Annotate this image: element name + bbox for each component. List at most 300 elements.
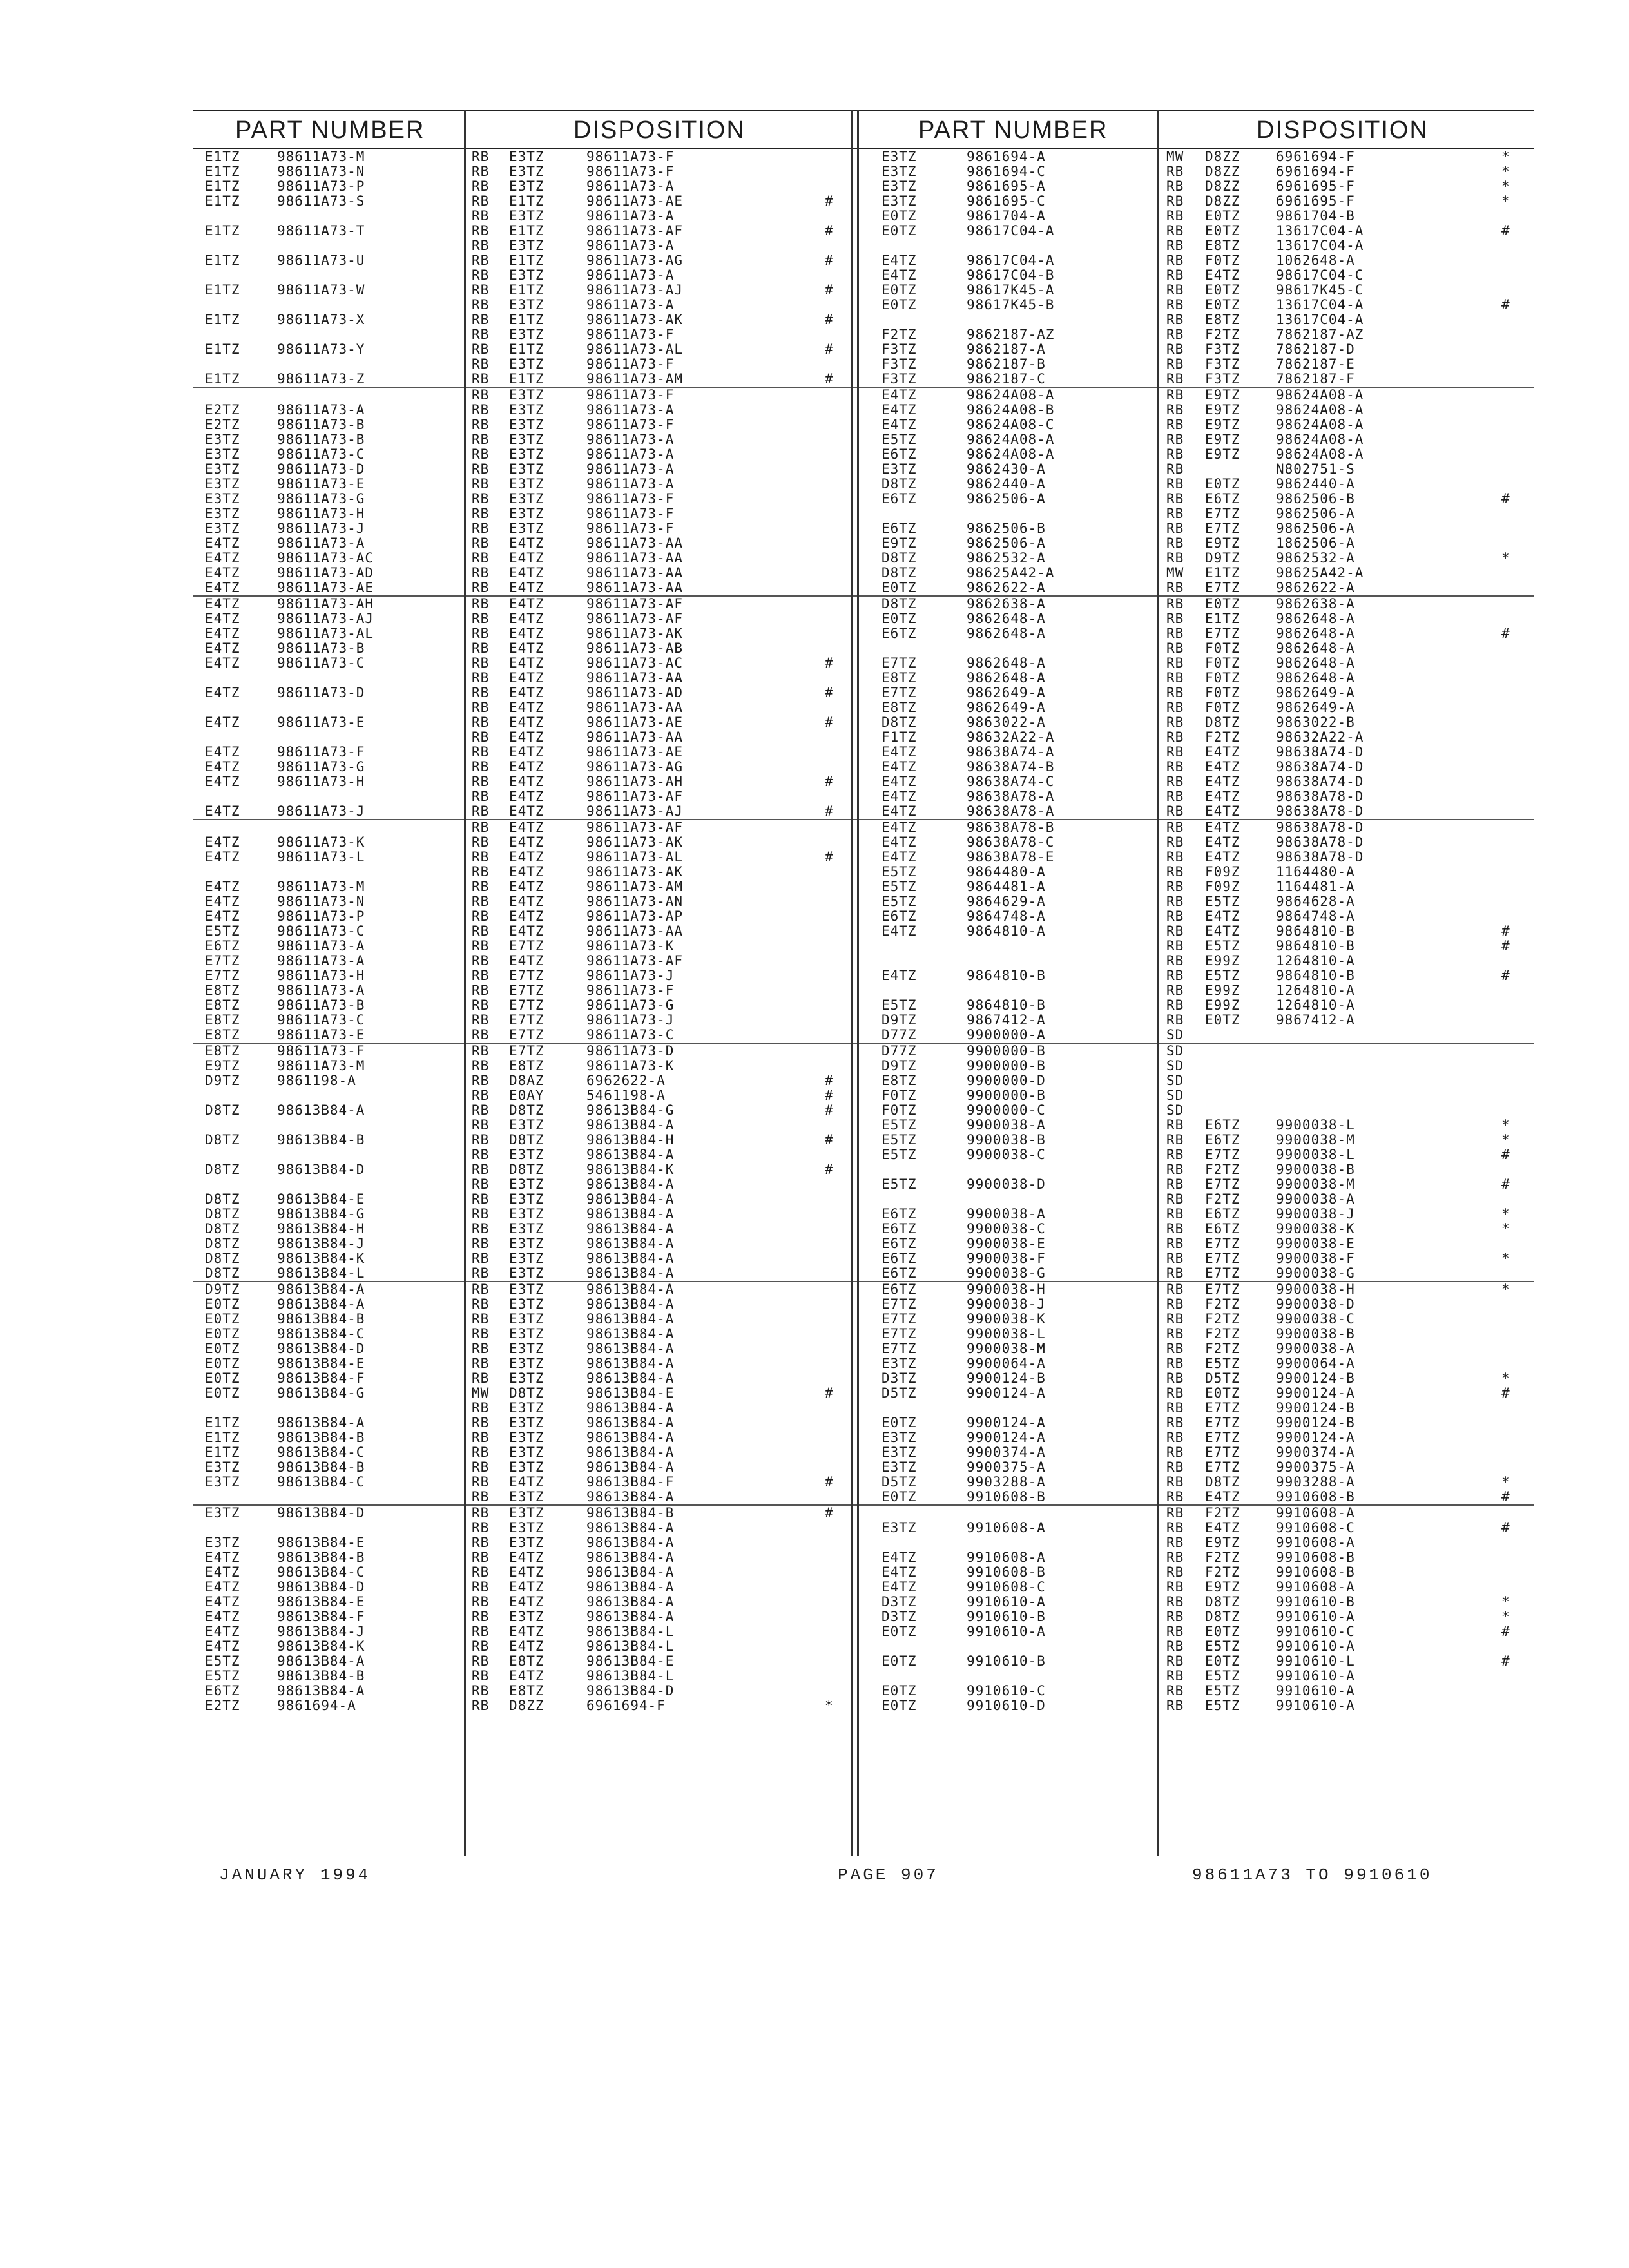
part-prefix: E4TZ — [205, 611, 240, 626]
replacement-number: 98613B84-A — [586, 1147, 675, 1162]
replacement-number: 98611A73-A — [586, 476, 675, 492]
replacement-prefix: E3TZ — [509, 297, 545, 312]
part-prefix: F3TZ — [882, 341, 917, 357]
replacement-number: 9900038-M — [1276, 1132, 1355, 1148]
part-prefix: E4TZ — [205, 596, 240, 611]
part-prefix: E6TZ — [882, 626, 917, 641]
table-row — [193, 1073, 870, 1088]
part-prefix: E5TZ — [882, 1132, 917, 1148]
part-number: 98611A73-G — [277, 491, 365, 506]
part-number: 9900038-K — [967, 1311, 1046, 1327]
table-row — [193, 597, 870, 611]
part-prefix: E1TZ — [205, 253, 240, 268]
part-number: 9910610-C — [967, 1683, 1046, 1698]
replacement-prefix: E3TZ — [509, 1221, 545, 1236]
disposition-code: RB — [472, 1594, 490, 1610]
disposition-code: RB — [472, 1206, 490, 1222]
disposition-code: RB — [472, 1221, 490, 1236]
replacement-prefix: E4TZ — [509, 820, 545, 835]
replacement-number: 6962622-A — [586, 1073, 666, 1088]
replacement-prefix: E4TZ — [1205, 774, 1240, 789]
center-divider — [851, 110, 853, 1856]
disposition-code: RB — [472, 611, 490, 626]
part-number: 98611A73-A — [277, 402, 365, 418]
replacement-prefix: D9TZ — [1205, 550, 1240, 566]
part-prefix: E4TZ — [205, 1609, 240, 1624]
replacement-number: 98611A73-A — [586, 432, 675, 447]
part-number: 98617K45-B — [967, 297, 1055, 312]
part-prefix: E3TZ — [205, 1505, 240, 1521]
replacement-prefix: D8TZ — [509, 1385, 545, 1401]
part-number: 9862187-C — [967, 371, 1046, 387]
right-disposition-heading: DISPOSITION — [1257, 117, 1429, 144]
part-prefix: E0TZ — [882, 611, 917, 626]
part-number: 9910610-D — [967, 1698, 1046, 1713]
replacement-prefix: E6TZ — [1205, 1132, 1240, 1148]
replacement-prefix: E4TZ — [509, 655, 545, 671]
table-row — [193, 1103, 870, 1118]
replacement-prefix: E3TZ — [509, 432, 545, 447]
part-prefix: E5TZ — [205, 1668, 240, 1684]
disposition-code: RB — [472, 1162, 490, 1177]
replacement-number: N802751-S — [1276, 461, 1355, 477]
disposition-code: RB — [472, 1341, 490, 1356]
replacement-prefix: E1TZ — [509, 371, 545, 387]
part-number: 98611A73-A — [277, 535, 365, 551]
replacement-prefix: E9TZ — [1205, 447, 1240, 462]
replacement-number: 98611A73-AL — [586, 849, 684, 865]
part-number: 98613B84-B — [277, 1459, 365, 1475]
table-row — [193, 418, 870, 432]
table-row — [870, 312, 1534, 327]
replacement-prefix: E3TZ — [509, 356, 545, 372]
disposition-code: RB — [472, 387, 490, 403]
replacement-prefix: E7TZ — [1205, 506, 1240, 521]
part-number: 9900038-A — [967, 1117, 1046, 1133]
part-number: 98624A08-A — [967, 387, 1055, 403]
table-row — [193, 194, 870, 209]
disposition-code: RB — [472, 417, 490, 432]
note-mark: # — [825, 341, 834, 357]
replacement-prefix: E9TZ — [1205, 432, 1240, 447]
part-number: 98613B84-F — [277, 1370, 365, 1386]
note-mark: # — [1501, 1520, 1510, 1535]
replacement-number: 98611A73-K — [586, 938, 675, 954]
replacement-number: 9910610-A — [1276, 1639, 1355, 1654]
part-number: 98611A73-C — [277, 1012, 365, 1028]
part-number: 98611A73-P — [277, 908, 365, 924]
table-row — [193, 611, 870, 626]
replacement-prefix: E4TZ — [509, 685, 545, 700]
replacement-number: 98611A73-F — [586, 983, 675, 998]
replacement-number: 9900124-B — [1276, 1415, 1355, 1430]
table-row — [870, 1028, 1534, 1044]
disposition-code: RB — [1166, 1474, 1184, 1490]
table-row — [870, 626, 1534, 641]
replacement-prefix: E3TZ — [509, 1520, 545, 1535]
replacement-prefix: E4TZ — [509, 849, 545, 865]
table-row — [870, 268, 1534, 283]
replacement-number: 9910608-A — [1276, 1535, 1355, 1550]
part-prefix: E8TZ — [205, 1027, 240, 1043]
part-prefix: D8TZ — [205, 1221, 240, 1236]
part-number: 9862187-A — [967, 341, 1046, 357]
table-row — [193, 506, 870, 521]
replacement-number: 98611A73-AD — [586, 685, 684, 700]
part-number: 98613B84-E — [277, 1535, 365, 1550]
table-row — [193, 745, 870, 760]
table-row — [193, 686, 870, 700]
replacement-number: 9900038-B — [1276, 1326, 1355, 1341]
part-prefix: D8TZ — [882, 596, 917, 611]
replacement-prefix: E4TZ — [509, 715, 545, 730]
replacement-number: 9900124-B — [1276, 1370, 1355, 1386]
replacement-number: 9862648-A — [1276, 640, 1355, 656]
footer-date: JANUARY 1994 — [219, 1865, 371, 1885]
replacement-number: 1264810-A — [1276, 953, 1355, 968]
replacement-number: 1264810-A — [1276, 997, 1355, 1013]
replacement-prefix: E1TZ — [1205, 611, 1240, 626]
disposition-code: RB — [472, 1370, 490, 1386]
replacement-number: 1862506-A — [1276, 535, 1355, 551]
replacement-number: 9910610-B — [1276, 1594, 1355, 1610]
part-prefix: E4TZ — [205, 1579, 240, 1595]
disposition-code: RB — [472, 1459, 490, 1475]
table-row — [870, 924, 1534, 939]
table-row — [193, 1580, 870, 1595]
disposition-code: RB — [1166, 1162, 1184, 1177]
part-number: 98611A73-A — [277, 983, 365, 998]
part-prefix: E3TZ — [882, 1356, 917, 1371]
replacement-prefix: E3TZ — [509, 1370, 545, 1386]
note-mark: * — [1501, 1609, 1510, 1624]
replacement-number: 9900038-H — [1276, 1282, 1355, 1297]
part-prefix: E5TZ — [882, 1147, 917, 1162]
replacement-number: 6961694-F — [586, 1698, 666, 1713]
disposition-code: RB — [472, 1609, 490, 1624]
replacement-number: 98611A73-A — [586, 238, 675, 253]
replacement-number: 98613B84-A — [586, 1282, 675, 1297]
part-number: 98611A73-C — [277, 447, 365, 462]
replacement-number: 98613B84-E — [586, 1385, 675, 1401]
replacement-number: 98624A08-A — [1276, 432, 1364, 447]
table-row — [193, 1088, 870, 1103]
part-prefix: E3TZ — [882, 1445, 917, 1460]
disposition-code: RB — [1166, 1415, 1184, 1430]
replacement-prefix: F09Z — [1205, 879, 1240, 894]
part-prefix: E5TZ — [882, 879, 917, 894]
table-row — [193, 1222, 870, 1236]
replacement-prefix: E7TZ — [1205, 1147, 1240, 1162]
table-row — [193, 1297, 870, 1312]
table-row — [870, 164, 1534, 179]
part-number: 98613B84-C — [277, 1445, 365, 1460]
part-number: 98611A73-N — [277, 894, 365, 909]
replacement-prefix: F2TZ — [1205, 1191, 1240, 1207]
part-prefix: E4TZ — [882, 1564, 917, 1580]
replacement-number: 98611A73-A — [586, 297, 675, 312]
disposition-code: RB — [1166, 223, 1184, 238]
part-number: 98611A73-B — [277, 640, 365, 656]
table-row — [193, 1251, 870, 1266]
table-row — [870, 1416, 1534, 1430]
replacement-prefix: F09Z — [1205, 864, 1240, 879]
replacement-prefix: E3TZ — [509, 1445, 545, 1460]
table-row — [870, 403, 1534, 418]
disposition-code: RB — [1166, 670, 1184, 686]
replacement-number: 9900064-A — [1276, 1356, 1355, 1371]
part-prefix: E0TZ — [205, 1296, 240, 1312]
part-prefix: E0TZ — [205, 1370, 240, 1386]
replacement-prefix: E1TZ — [1205, 565, 1240, 581]
disposition-code: RB — [1166, 1639, 1184, 1654]
replacement-number: 9862649-A — [1276, 700, 1355, 715]
part-prefix: E8TZ — [882, 700, 917, 715]
replacement-number: 9900038-K — [1276, 1221, 1355, 1236]
part-prefix: E7TZ — [205, 968, 240, 983]
part-number: 9900038-M — [967, 1341, 1046, 1356]
part-number: 98613B84-H — [277, 1221, 365, 1236]
replacement-prefix: E5TZ — [1205, 1698, 1240, 1713]
replacement-number: 98613B84-A — [586, 1445, 675, 1460]
table-row — [870, 968, 1534, 983]
disposition-code: RB — [472, 1043, 490, 1059]
replacement-prefix: E7TZ — [1205, 1400, 1240, 1416]
note-mark: # — [825, 253, 834, 268]
replacement-number: 98611A73-A — [586, 447, 675, 462]
table-row — [870, 1327, 1534, 1341]
disposition-code: RB — [472, 1088, 490, 1103]
replacement-prefix: E4TZ — [509, 953, 545, 968]
replacement-prefix: E3TZ — [509, 1191, 545, 1207]
note-mark: * — [1501, 1594, 1510, 1610]
replacement-number: 98613B84-B — [586, 1505, 675, 1521]
table-row — [870, 1013, 1534, 1028]
disposition-code: RB — [1166, 864, 1184, 879]
replacement-prefix: F0TZ — [1205, 685, 1240, 700]
part-prefix: E0TZ — [882, 282, 917, 298]
table-row — [193, 149, 870, 164]
part-prefix: E4TZ — [205, 879, 240, 894]
disposition-code: RB — [472, 1624, 490, 1639]
table-row — [193, 1028, 870, 1044]
replacement-prefix: E4TZ — [509, 700, 545, 715]
part-prefix: E6TZ — [882, 908, 917, 924]
table-row — [193, 700, 870, 715]
part-number: 9862648-A — [967, 655, 1046, 671]
note-mark: * — [1501, 164, 1510, 179]
disposition-code: RB — [472, 1698, 490, 1713]
note-mark: # — [825, 715, 834, 730]
part-number: 98613B84-A — [277, 1415, 365, 1430]
table-row — [870, 1430, 1534, 1445]
part-prefix: E1TZ — [205, 1415, 240, 1430]
disposition-code: RB — [472, 1147, 490, 1162]
disposition-code: RB — [472, 774, 490, 789]
table-row — [870, 551, 1534, 566]
part-number: 98611A73-P — [277, 178, 365, 194]
table-row — [870, 1521, 1534, 1535]
part-prefix: E5TZ — [882, 894, 917, 909]
part-number: 98613B84-D — [277, 1162, 365, 1177]
table-row — [870, 954, 1534, 968]
replacement-prefix: E3TZ — [509, 149, 545, 164]
right-part-number-heading: PART NUMBER — [918, 117, 1108, 144]
disposition-code: RB — [1166, 611, 1184, 626]
part-prefix: E8TZ — [205, 997, 240, 1013]
disposition-code: RB — [472, 759, 490, 774]
note-mark: # — [825, 1162, 834, 1177]
replacement-number: 98611A73-AF — [586, 820, 684, 835]
replacement-prefix: E7TZ — [1205, 1265, 1240, 1281]
table-row — [870, 700, 1534, 715]
table-row — [193, 1192, 870, 1207]
left-table-header — [193, 110, 870, 149]
note-mark: # — [825, 1102, 834, 1118]
disposition-code: RB — [1166, 356, 1184, 372]
part-number: 98611A73-C — [277, 923, 365, 939]
table-row — [870, 1535, 1534, 1550]
replacement-number: 98613B84-K — [586, 1162, 675, 1177]
table-row — [193, 209, 870, 224]
replacement-number: 98617K45-C — [1276, 282, 1364, 298]
part-number: 98613B84-G — [277, 1385, 365, 1401]
replacement-number: 98613B84-A — [586, 1177, 675, 1192]
part-number: 98611A73-E — [277, 1027, 365, 1043]
disposition-code: RB — [1166, 834, 1184, 850]
table-row — [870, 342, 1534, 357]
replacement-number: 98611A73-AA — [586, 923, 684, 939]
part-number: 9900038-E — [967, 1236, 1046, 1251]
part-prefix: E3TZ — [205, 447, 240, 462]
table-row — [870, 566, 1534, 581]
part-prefix: E9TZ — [882, 535, 917, 551]
table-row — [870, 357, 1534, 372]
replacement-number: 98611A73-A — [586, 402, 675, 418]
table-row — [193, 1207, 870, 1222]
table-row — [193, 253, 870, 268]
disposition-code: RB — [1166, 820, 1184, 835]
replacement-number: 98638A78-D — [1276, 803, 1364, 819]
replacement-prefix: E9TZ — [1205, 402, 1240, 418]
disposition-code: RB — [472, 1027, 490, 1043]
replacement-prefix: E4TZ — [1205, 1489, 1240, 1504]
part-prefix: E4TZ — [205, 1550, 240, 1565]
part-prefix: E4TZ — [205, 759, 240, 774]
replacement-prefix: E3TZ — [509, 1609, 545, 1624]
table-row — [870, 1654, 1534, 1669]
replacement-prefix: F2TZ — [1205, 327, 1240, 342]
part-number: 98611A73-G — [277, 759, 365, 774]
replacement-number: 9900038-B — [1276, 1162, 1355, 1177]
table-row — [870, 492, 1534, 506]
table-row — [193, 298, 870, 312]
disposition-code: RB — [1166, 297, 1184, 312]
replacement-number: 98611A73-AJ — [586, 803, 684, 819]
replacement-number: 9900375-A — [1276, 1459, 1355, 1475]
part-number: 9862506-A — [967, 491, 1046, 506]
note-mark: * — [1501, 178, 1510, 194]
table-row — [193, 1371, 870, 1386]
replacement-number: 98611A73-AK — [586, 312, 684, 327]
part-number: 98613B84-J — [277, 1236, 365, 1251]
replacement-prefix: E0TZ — [1205, 208, 1240, 224]
replacement-number: 98638A78-D — [1276, 834, 1364, 850]
replacement-prefix: E0TZ — [1205, 1012, 1240, 1028]
replacement-number: 13617C04-A — [1276, 223, 1364, 238]
part-number: 98613B84-D — [277, 1341, 365, 1356]
part-number: 98613B84-L — [277, 1265, 365, 1281]
replacement-prefix: D8AZ — [509, 1073, 545, 1088]
disposition-code: RB — [472, 208, 490, 224]
replacement-number: 9862649-A — [1276, 685, 1355, 700]
part-prefix: E0TZ — [882, 208, 917, 224]
part-number: 9864810-A — [967, 923, 1046, 939]
replacement-prefix: E7TZ — [1205, 1251, 1240, 1266]
replacement-prefix: E7TZ — [1205, 521, 1240, 536]
replacement-prefix: E4TZ — [509, 1474, 545, 1490]
replacement-prefix: E3TZ — [509, 1177, 545, 1192]
disposition-code: RB — [1166, 1311, 1184, 1327]
part-number: 98613B84-K — [277, 1251, 365, 1266]
table-row — [870, 879, 1534, 894]
replacement-number: 98611A73-F — [586, 506, 675, 521]
replacement-prefix: F3TZ — [1205, 341, 1240, 357]
table-row — [193, 1445, 870, 1460]
disposition-code: RB — [472, 253, 490, 268]
disposition-code: RB — [472, 715, 490, 730]
replacement-number: 98611A73-AA — [586, 670, 684, 686]
table-row — [193, 238, 870, 253]
part-number: 9910608-A — [967, 1520, 1046, 1535]
replacement-number: 9900038-M — [1276, 1177, 1355, 1192]
part-number: 98632A22-A — [967, 729, 1055, 745]
replacement-number: 13617C04-A — [1276, 312, 1364, 327]
part-prefix: E4TZ — [882, 387, 917, 403]
replacement-prefix: E3TZ — [509, 491, 545, 506]
replacement-prefix: E3TZ — [509, 1459, 545, 1475]
part-prefix: E2TZ — [205, 417, 240, 432]
part-number: 9900000-D — [967, 1073, 1046, 1088]
replacement-number: 6961695-F — [1276, 178, 1355, 194]
table-row — [870, 1103, 1534, 1118]
disposition-code: RB — [472, 1236, 490, 1251]
table-row — [193, 432, 870, 447]
part-prefix: E1TZ — [205, 1445, 240, 1460]
table-row — [870, 536, 1534, 551]
part-number: 9900038-C — [967, 1221, 1046, 1236]
replacement-prefix: E6TZ — [1205, 1221, 1240, 1236]
table-row — [193, 1059, 870, 1073]
table-row — [870, 1550, 1534, 1565]
table-row — [193, 477, 870, 492]
disposition-code: MW — [1166, 565, 1184, 581]
disposition-code: RB — [472, 640, 490, 656]
disposition-code: RB — [1166, 968, 1184, 983]
replacement-number: 9864628-A — [1276, 894, 1355, 909]
part-number: 9864810-B — [967, 968, 1046, 983]
disposition-code: RB — [1166, 387, 1184, 403]
replacement-number: 6961695-F — [1276, 193, 1355, 209]
part-prefix: E3TZ — [205, 432, 240, 447]
disposition-code: SD — [1166, 1058, 1184, 1073]
part-prefix: E0TZ — [882, 580, 917, 595]
disposition-code: RB — [1166, 1326, 1184, 1341]
part-prefix: E6TZ — [882, 447, 917, 462]
replacement-prefix: E3TZ — [509, 238, 545, 253]
table-row — [870, 745, 1534, 760]
part-number: 98613B84-A — [277, 1102, 365, 1118]
